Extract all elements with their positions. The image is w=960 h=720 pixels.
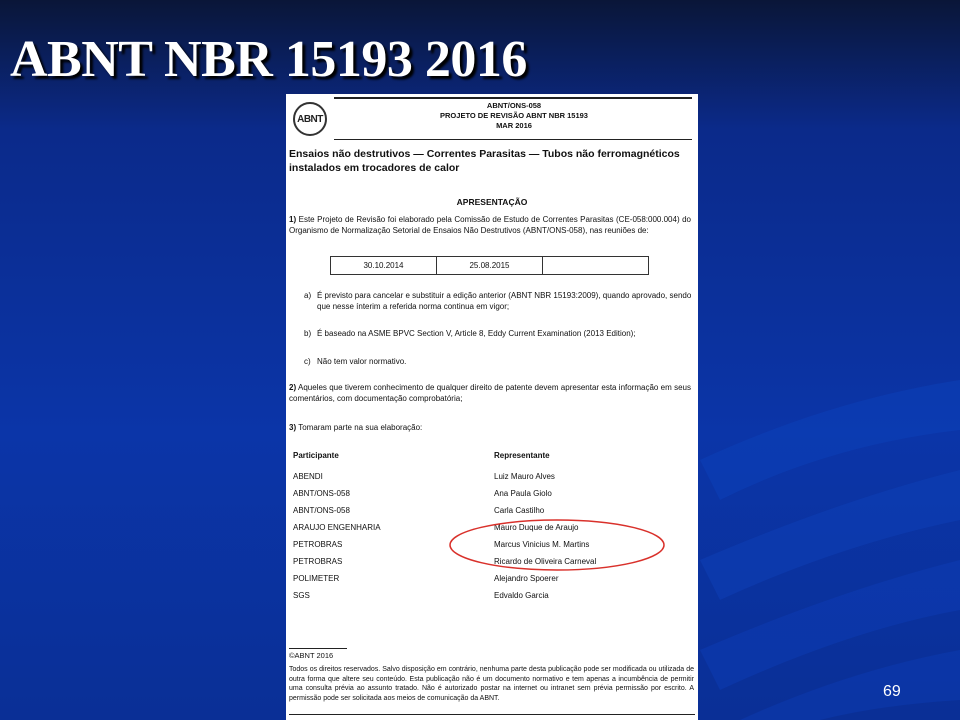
- footer-text: Todos os direitos reservados. Salvo disposição em contrário, nenhuma parte desta publicação pode ser modificada ou utilizada de outra forma que altere seu conteúdo. Esta publicação não é um documento normativo e tem apenas a incumbência de permitir uma consulta prévia ao assunto tratado. Não é autorizado postar na internet ou intranet sem prévia permissão por escrito. A permissão pode ser solicitada aos meios de comunicação da ABNT.: [289, 666, 694, 702]
- paragraph-2-number: 2): [289, 383, 297, 392]
- representative-name: Mauro Duque de Araujo: [494, 523, 579, 532]
- participant-name: ABNT/ONS-058: [293, 489, 350, 498]
- paragraph-1-text: Este Projeto de Revisão foi elaborado pela Comissão de Estudo de Correntes Parasitas (CE-058:000.004) do Organismo de Normalização Setorial de Ensaios Não Destrutivos (ABNT/ONS-058), nas reuniões de:: [289, 215, 691, 235]
- paragraph-3-number: 3): [289, 423, 297, 432]
- header-committee: ABNT/ONS-058: [486, 101, 542, 110]
- list-item-marker: c): [304, 357, 311, 366]
- participant-column-header: Participante: [293, 451, 339, 460]
- section-heading: APRESENTAÇÃO: [456, 197, 528, 207]
- document-title: Ensaios não destrutivos — Correntes Parasitas — Tubos não ferromagnéticos instalados em trocadores de calor: [289, 148, 680, 174]
- header-date: MAR 2016: [496, 121, 532, 130]
- slide-title: ABNT NBR 15193 2016: [10, 31, 527, 88]
- representative-name: Marcus Vinicius M. Martins: [494, 540, 590, 549]
- participant-name: PETROBRAS: [293, 540, 343, 549]
- abnt-logo-text: ABNT: [297, 113, 323, 125]
- paragraph-2-text: Aqueles que tiverem conhecimento de qualquer direito de patente devem apresentar esta informação em seus comentários, com documentação comprobatória;: [289, 383, 691, 403]
- footer-rule-bottom: [289, 714, 695, 715]
- highlight-annotation: [286, 94, 698, 720]
- representative-name: Ana Paula Giolo: [494, 489, 552, 498]
- representative-name: Carla Castilho: [494, 506, 545, 515]
- list-item-text: É previsto para cancelar e substituir a edição anterior (ABNT NBR 15193:2009), quando aprovado, sendo que nesse ínterim a referida norma continua em vigor;: [317, 291, 692, 311]
- meeting-date-cell: 25.08.2015: [437, 257, 543, 274]
- participant-name: ARAUJO ENGENHARIA: [293, 523, 381, 532]
- representative-name: Ricardo de Oliveira Carneval: [494, 557, 597, 566]
- participant-name: ABENDI: [293, 472, 323, 481]
- list-item-text: Não tem valor normativo.: [317, 357, 407, 366]
- header-project: PROJETO DE REVISÃO ABNT NBR 15193: [440, 111, 588, 120]
- paragraph-3-text: Tomaram parte na sua elaboração:: [298, 423, 423, 432]
- list-item-marker: b): [304, 329, 312, 338]
- representative-name: Edvaldo Garcia: [494, 591, 549, 600]
- copyright: ©ABNT 2016: [289, 651, 334, 660]
- representative-name: Luiz Mauro Alves: [494, 472, 555, 481]
- highlight-ellipse: [450, 520, 664, 570]
- participant-name: POLIMETER: [293, 574, 340, 583]
- meeting-date-cell: 30.10.2014: [331, 257, 437, 274]
- list-item-text: É baseado na ASME BPVC Section V, Article 8, Eddy Current Examination (2013 Edition);: [317, 329, 636, 338]
- list-item-marker: a): [304, 291, 312, 300]
- participant-name: ABNT/ONS-058: [293, 506, 350, 515]
- participant-name: SGS: [293, 591, 310, 600]
- representative-name: Alejandro Spoerer: [494, 574, 559, 583]
- document-image: [286, 94, 698, 720]
- footer-rule: [289, 648, 347, 649]
- page-number: 69: [883, 683, 901, 700]
- representative-column-header: Representante: [494, 451, 550, 460]
- participant-name: PETROBRAS: [293, 557, 343, 566]
- paragraph-1-number: 1): [289, 215, 297, 224]
